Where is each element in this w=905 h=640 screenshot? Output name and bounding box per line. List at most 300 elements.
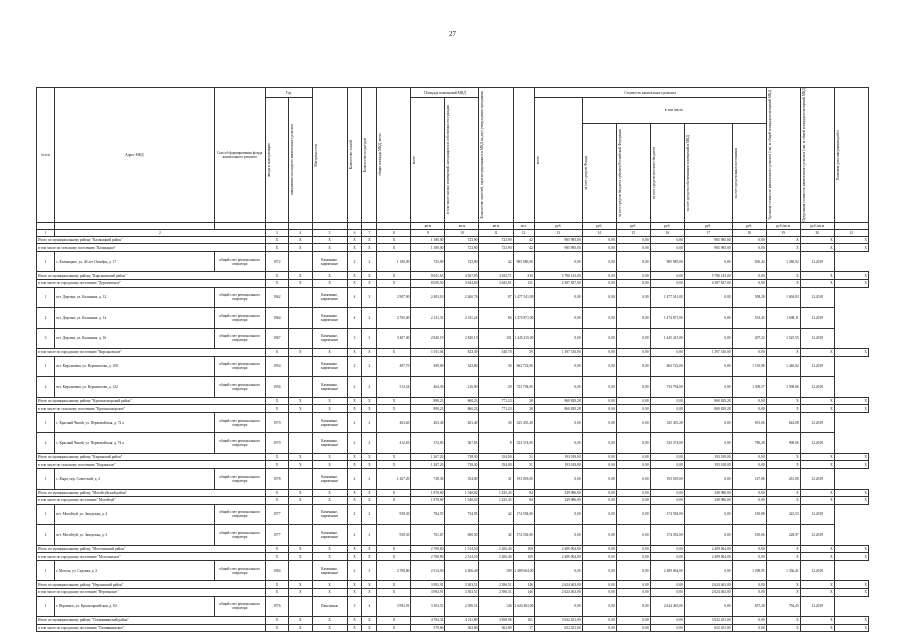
table-cell: X <box>289 405 312 413</box>
table-cell: X <box>766 236 800 244</box>
table-cell: 0,00 <box>650 349 684 357</box>
table-row <box>37 377 869 398</box>
table-cell: 2 624 463,00 <box>534 588 582 596</box>
table-cell: X <box>312 349 347 357</box>
table-cell: X <box>377 349 411 357</box>
table-cell: X <box>347 405 362 413</box>
table-cell: X <box>289 497 312 505</box>
unit-cell: кв.м <box>445 222 479 229</box>
table-cell: 31 <box>479 469 513 490</box>
table-cell: X <box>289 349 312 357</box>
table-row <box>37 433 869 454</box>
summary-row <box>37 545 869 553</box>
table-cell <box>289 356 312 377</box>
table-cell: X <box>347 397 362 405</box>
header-group-cost: Стоимость капитального ремонта <box>534 88 766 98</box>
table-cell: 38 <box>513 405 534 413</box>
table-cell: 0,00 <box>650 624 684 632</box>
table-cell: 2 <box>347 251 362 272</box>
table-cell: 12.2018 <box>800 308 834 329</box>
table-cell: 0,00 <box>650 244 684 252</box>
header-limit-cost: Предельная стоимость капитального ремонта 1 кв. м общей площади помещений МКД <box>801 88 806 222</box>
table-cell: 2 <box>347 469 362 490</box>
table-cell: 463,40 <box>377 412 411 433</box>
column-number-cell: 14 <box>582 229 616 236</box>
table-cell: 0,00 <box>616 236 650 244</box>
column-number-cell: 17 <box>684 229 732 236</box>
table-cell: 0,00 <box>534 412 582 433</box>
table-cell: 4 567,85 <box>445 272 479 280</box>
table-cell: 0,00 <box>616 588 650 596</box>
table-cell: 0,00 <box>534 525 582 546</box>
table-cell: Каменные, кирпичные <box>312 560 347 581</box>
table-cell: 497,22 <box>732 328 766 349</box>
table-cell: X <box>362 279 377 287</box>
table-cell: X <box>289 553 312 561</box>
table-cell: 109 <box>513 545 534 553</box>
table-cell: 860 829,28 <box>534 405 582 413</box>
table-cell: 2 <box>362 412 377 433</box>
table-cell: 0,00 <box>684 356 732 377</box>
table-cell: 761,67 <box>411 525 445 546</box>
table-cell: 1 878,60 <box>411 497 445 505</box>
table-cell: 985 985,00 <box>513 251 534 272</box>
unit-cell <box>37 222 55 229</box>
table-cell: 1 180,00 <box>411 236 445 244</box>
table-cell: 2 765,00 <box>377 308 411 329</box>
table-cell: 0,00 <box>732 405 766 413</box>
table-cell: 0,00 <box>684 412 732 433</box>
table-cell: 2 206,40 <box>445 560 479 581</box>
table-cell: X <box>377 236 411 244</box>
table-cell: X <box>362 581 377 589</box>
address-cell: пгт. Дергачи, ул. Калинина, д. 12 <box>55 287 215 308</box>
summary-label: Итого по муниципальному району "Нерчинский район" <box>37 581 266 589</box>
table-cell: X <box>834 545 868 553</box>
table-cell: X <box>362 349 377 357</box>
address-cell: пгт. Кирсановка, ул. Ворошилова, д. 122 <box>55 377 215 398</box>
table-cell: 2 260,76 <box>445 287 479 308</box>
table-cell: 87 <box>479 287 513 308</box>
table-cell: X <box>800 453 834 461</box>
table-cell: общий счет регионального оператора <box>214 433 265 454</box>
table-cell: 0,00 <box>534 308 582 329</box>
table-cell: X <box>347 553 362 561</box>
table-cell: Каменные, кирпичные <box>312 433 347 454</box>
table-cell: 0,00 <box>650 461 684 469</box>
table-cell: X <box>289 624 312 632</box>
summary-row <box>37 588 869 596</box>
table-cell: 1 477 541,00 <box>650 287 684 308</box>
column-number-cell: 8 <box>377 229 411 236</box>
table-cell: 12.2018 <box>800 356 834 377</box>
table-cell: X <box>347 453 362 461</box>
table-cell: X <box>834 349 868 357</box>
unit-cell <box>55 222 215 229</box>
table-cell: 412,83 <box>377 433 411 454</box>
table-cell: 513,34 <box>377 377 411 398</box>
table-cell: X <box>265 624 288 632</box>
table-cell: 2 121,31 <box>411 308 445 329</box>
table-cell: 0,00 <box>616 308 650 329</box>
table-cell: 0,00 <box>684 504 732 525</box>
table-cell: 0,00 <box>582 497 616 505</box>
table-cell: 3 992,91 <box>411 581 445 589</box>
table-cell: 0,00 <box>684 596 732 617</box>
header-group-area: Площадь помещений МКД <box>411 88 479 98</box>
table-cell: 0,00 <box>534 356 582 377</box>
table-cell: X <box>766 405 800 413</box>
page-number: 27 <box>449 30 456 38</box>
table-cell: X <box>834 461 868 469</box>
table-cell: 4 <box>347 308 362 329</box>
table-cell: 2 907,00 <box>377 287 411 308</box>
table-cell: X <box>265 272 288 280</box>
table-cell: 0,00 <box>732 545 766 553</box>
table-cell: 147,86 <box>732 469 766 490</box>
row-number: 3 <box>37 328 55 349</box>
table-cell: Каменные, кирпичные <box>312 251 347 272</box>
table-cell: X <box>312 497 347 505</box>
table-cell: 784,55 <box>411 504 445 525</box>
table-cell: 42 <box>479 251 513 272</box>
table-cell: 3 <box>347 328 362 349</box>
table-cell: 0,00 <box>650 617 684 625</box>
table-row <box>37 412 869 433</box>
table-cell: 0,00 <box>616 356 650 377</box>
table-cell: 0,00 <box>732 497 766 505</box>
table-cell: 652 451,00 <box>684 624 732 632</box>
table-cell: 146 <box>513 581 534 589</box>
table-cell: 0,00 <box>582 453 616 461</box>
table-cell: 42 <box>513 236 534 244</box>
row-number: 2 <box>37 308 55 329</box>
table-cell: 2 403,10 <box>411 287 445 308</box>
table-cell: X <box>800 581 834 589</box>
table-cell: 325 455,28 <box>650 412 684 433</box>
table-cell: 2 <box>347 377 362 398</box>
table-cell: 2 708,80 <box>411 553 445 561</box>
table-cell: X <box>289 588 312 596</box>
header-entrances: Количество подъездов <box>363 137 368 172</box>
table-cell: общий счет регионального оператора <box>214 469 265 490</box>
table-cell: 228,97 <box>766 525 800 546</box>
table-cell: 2 489 064,00 <box>684 545 732 553</box>
table-cell: 193 018,00 <box>650 469 684 490</box>
column-number-cell: 1 <box>37 229 55 236</box>
unit-cell: руб./кв.м <box>800 222 834 229</box>
table-cell: 1 267,20 <box>377 469 411 490</box>
table-cell: 663 722,00 <box>650 356 684 377</box>
table-cell: 794,45 <box>766 596 800 617</box>
table-cell: X <box>834 279 868 287</box>
table-cell: X <box>766 397 800 405</box>
unit-cell <box>834 222 868 229</box>
summary-row <box>37 624 869 632</box>
unit-cell: руб./кв.м <box>766 222 800 229</box>
summary-label: в том числе по сельскому поселению "Калмыцкое" <box>37 244 266 252</box>
table-cell: 733 794,00 <box>513 377 534 398</box>
table-cell: 8 <box>479 433 513 454</box>
table-cell: X <box>347 581 362 589</box>
table-cell <box>289 287 312 308</box>
table-cell: X <box>312 405 347 413</box>
column-number-cell: 4 <box>289 229 312 236</box>
table-cell: X <box>377 497 411 505</box>
table-cell: 9 041,63 <box>411 272 445 280</box>
table-cell: 0,00 <box>616 596 650 617</box>
table-cell: 0,00 <box>534 433 582 454</box>
unit-cell <box>214 222 265 229</box>
table-cell: 161 <box>513 617 534 625</box>
table-cell: X <box>800 461 834 469</box>
unit-cell <box>312 222 347 229</box>
summary-label: в том числе по городскому поселению "Дергачевское" <box>37 279 266 287</box>
table-cell: 2 <box>362 356 377 377</box>
summary-row <box>37 397 869 405</box>
address-cell: с. Кыра, пер. Советский, д. 2 <box>55 469 215 490</box>
table-row <box>37 308 869 329</box>
table-cell: X <box>766 244 800 252</box>
table-cell: 109 <box>513 553 534 561</box>
table-cell: общий счет регионального оператора <box>214 251 265 272</box>
table-cell: X <box>265 397 288 405</box>
table-row <box>37 504 869 525</box>
table-cell: 0,00 <box>732 236 766 244</box>
table-cell: 0,00 <box>582 244 616 252</box>
table-cell: 0,00 <box>582 525 616 546</box>
table-cell: 2 <box>362 433 377 454</box>
table-cell: 3 644,60 <box>445 279 479 287</box>
table-row <box>37 328 869 349</box>
unit-cell <box>289 222 312 229</box>
table-cell: X <box>312 244 347 252</box>
table-cell: 2 <box>347 525 362 546</box>
table-cell: X <box>347 617 362 625</box>
column-number-cell: 5 <box>312 229 347 236</box>
table-cell: 1970 <box>265 433 288 454</box>
table-cell: 193 018,00 <box>684 453 732 461</box>
table-cell: 362,80 <box>479 624 513 632</box>
table-cell: X <box>362 453 377 461</box>
table-cell: 174 392,00 <box>650 525 684 546</box>
table-cell: X <box>362 617 377 625</box>
table-cell: 2 624 463,00 <box>534 581 582 589</box>
table-cell: 985 985,00 <box>534 244 582 252</box>
table-cell: X <box>289 453 312 461</box>
header-area-total: всего <box>412 155 417 164</box>
table-cell: X <box>834 405 868 413</box>
row-number: 1 <box>37 560 55 581</box>
table-cell: 5 786 143,00 <box>534 272 582 280</box>
summary-row <box>37 581 869 589</box>
table-cell: 985 985,00 <box>684 236 732 244</box>
table-cell: X <box>265 349 288 357</box>
column-number-cell: 12 <box>513 229 534 236</box>
table-cell: 723,90 <box>479 244 513 252</box>
table-cell: 0,00 <box>616 525 650 546</box>
summary-label: Итого по муниципальному району "Калмыцкий район" <box>37 236 266 244</box>
table-cell: 738,30 <box>411 469 445 490</box>
summary-label: в том числе по городскому поселению "Могочинское" <box>37 553 266 561</box>
table-cell: 354,00 <box>445 469 479 490</box>
summary-label: Итого по муниципальному району "Могочинский район" <box>37 545 266 553</box>
table-cell: 2 396,51 <box>479 588 513 596</box>
table-row <box>37 356 869 377</box>
table-cell: 0,00 <box>616 412 650 433</box>
table-cell: X <box>265 545 288 553</box>
table-cell: X <box>834 244 868 252</box>
table-cell: X <box>834 453 868 461</box>
table-cell: X <box>347 497 362 505</box>
summary-row <box>37 279 869 287</box>
table-cell: 0,00 <box>582 405 616 413</box>
table-cell: 0,00 <box>732 397 766 405</box>
table-cell: 2 <box>362 469 377 490</box>
table-cell: 860,23 <box>445 397 479 405</box>
table-cell: X <box>800 588 834 596</box>
summary-label: в том числе по городскому поселению "Нерчинское" <box>37 588 266 596</box>
table-cell: 1 604,83 <box>766 287 800 308</box>
table-cell: 84 <box>513 497 534 505</box>
table-cell: 0,00 <box>732 349 766 357</box>
table-cell: X <box>289 236 312 244</box>
table-cell: общий счет регионального оператора <box>214 412 265 433</box>
table-cell: 0,00 <box>684 328 732 349</box>
table-cell: 216,90 <box>445 377 479 398</box>
table-cell: Каменные, кирпичные <box>312 287 347 308</box>
table-cell: 0,00 <box>582 624 616 632</box>
table-cell: 0,00 <box>732 553 766 561</box>
table-cell: 771,23 <box>479 397 513 405</box>
table-cell: 523 374,00 <box>513 433 534 454</box>
table-cell: 0,00 <box>684 525 732 546</box>
table-cell: 0,00 <box>616 433 650 454</box>
table-cell: 0,00 <box>616 545 650 553</box>
table-cell: 0,00 <box>582 287 616 308</box>
column-number-cell: 20 <box>800 229 834 236</box>
table-cell: 12.2018 <box>800 469 834 490</box>
table-cell: 0,00 <box>582 581 616 589</box>
table-cell: X <box>377 624 411 632</box>
header-unit-cost: Удельная стоимость капитального ремонта 1 кв. м общей площади помещений МКД <box>767 89 772 220</box>
column-numbers-row <box>37 229 869 236</box>
table-cell: 30 <box>479 412 513 433</box>
table-cell: X <box>265 461 288 469</box>
table-cell <box>289 308 312 329</box>
table-cell: X <box>347 272 362 280</box>
table-cell: 12.2018 <box>800 504 834 525</box>
table-cell: 1 446,02 <box>766 356 800 377</box>
table-cell: 367,83 <box>445 433 479 454</box>
table-cell: X <box>312 545 347 553</box>
table-cell: X <box>377 461 411 469</box>
table-cell: 3 <box>347 596 362 617</box>
table-cell: 1967 <box>265 328 288 349</box>
table-cell: X <box>834 272 868 280</box>
table-cell: общий счет регионального оператора <box>214 377 265 398</box>
summary-row <box>37 461 869 469</box>
table-cell: 0,00 <box>732 588 766 596</box>
table-cell: 1956 <box>265 377 288 398</box>
table-cell: 12.2018 <box>800 328 834 349</box>
table-cell: 1 698,11 <box>766 308 800 329</box>
table-cell: 723,90 <box>445 251 479 272</box>
table-cell: 1 435,45 <box>479 497 513 505</box>
table-cell <box>289 504 312 525</box>
table-cell: 349 986,00 <box>684 497 732 505</box>
table-cell: 101 <box>479 328 513 349</box>
table-cell: 890,23 <box>411 397 445 405</box>
table-cell: X <box>265 453 288 461</box>
table-cell: 1 477 541,00 <box>513 287 534 308</box>
table-cell: X <box>362 545 377 553</box>
table-cell: X <box>362 244 377 252</box>
table-cell: X <box>312 461 347 469</box>
table-cell: 0,00 <box>534 251 582 272</box>
table-cell: X <box>312 588 347 596</box>
table-cell: 403,40 <box>445 412 479 433</box>
table-cell: X <box>766 489 800 497</box>
table-cell: 0,00 <box>582 397 616 405</box>
unit-cell: руб. <box>582 222 616 229</box>
table-cell: 1977 <box>265 525 288 546</box>
address-cell: с. Калмыцкое, ул. 40 лет Октября, д. 17 <box>55 251 215 272</box>
table-cell: 12.2018 <box>800 525 834 546</box>
table-cell: 499,00 <box>411 356 445 377</box>
summary-row <box>37 489 869 497</box>
table-cell: 985 985,00 <box>534 236 582 244</box>
header-num: № п/п <box>37 88 55 223</box>
table-cell: 31 <box>513 461 534 469</box>
table-cell: 2 514,50 <box>445 553 479 561</box>
table-cell: X <box>265 489 288 497</box>
table-cell: 12.2018 <box>800 412 834 433</box>
column-number-cell: 16 <box>650 229 684 236</box>
table-cell: X <box>362 624 377 632</box>
table-cell: 2 206,40 <box>479 553 513 561</box>
table-cell: X <box>265 279 288 287</box>
table-cell <box>289 469 312 490</box>
table-cell: 0,00 <box>582 377 616 398</box>
table-cell: 0,00 <box>650 236 684 244</box>
address-cell: пгт. Дергачи, ул. Калинина, д. 14 <box>55 308 215 329</box>
table-cell: X <box>362 397 377 405</box>
table-cell: 2 <box>362 504 377 525</box>
table-cell: X <box>834 617 868 625</box>
unit-cell: кв.м <box>479 222 513 229</box>
table-cell: 3 858,96 <box>479 617 513 625</box>
table-cell: 42 <box>513 244 534 252</box>
table-cell: 109 <box>479 560 513 581</box>
table-cell: X <box>377 617 411 625</box>
table-cell: 0,00 <box>616 272 650 280</box>
table-cell: 193 018,00 <box>534 461 582 469</box>
table-cell: 1 298,05 <box>732 560 766 581</box>
table-cell: 354,00 <box>479 461 513 469</box>
table-cell: 0,00 <box>582 560 616 581</box>
table-cell: 0,00 <box>616 328 650 349</box>
table-cell: 0,00 <box>582 356 616 377</box>
table-cell: 349 986,00 <box>534 497 582 505</box>
table-cell: 0,00 <box>684 433 732 454</box>
table-cell: 2 <box>362 525 377 546</box>
table-cell: 0,00 <box>684 377 732 398</box>
header-year-repair: завершения последнего капитального ремонта <box>290 124 295 196</box>
table-cell: X <box>766 617 800 625</box>
table-cell: 0,00 <box>616 244 650 252</box>
table-cell: 0,00 <box>650 405 684 413</box>
